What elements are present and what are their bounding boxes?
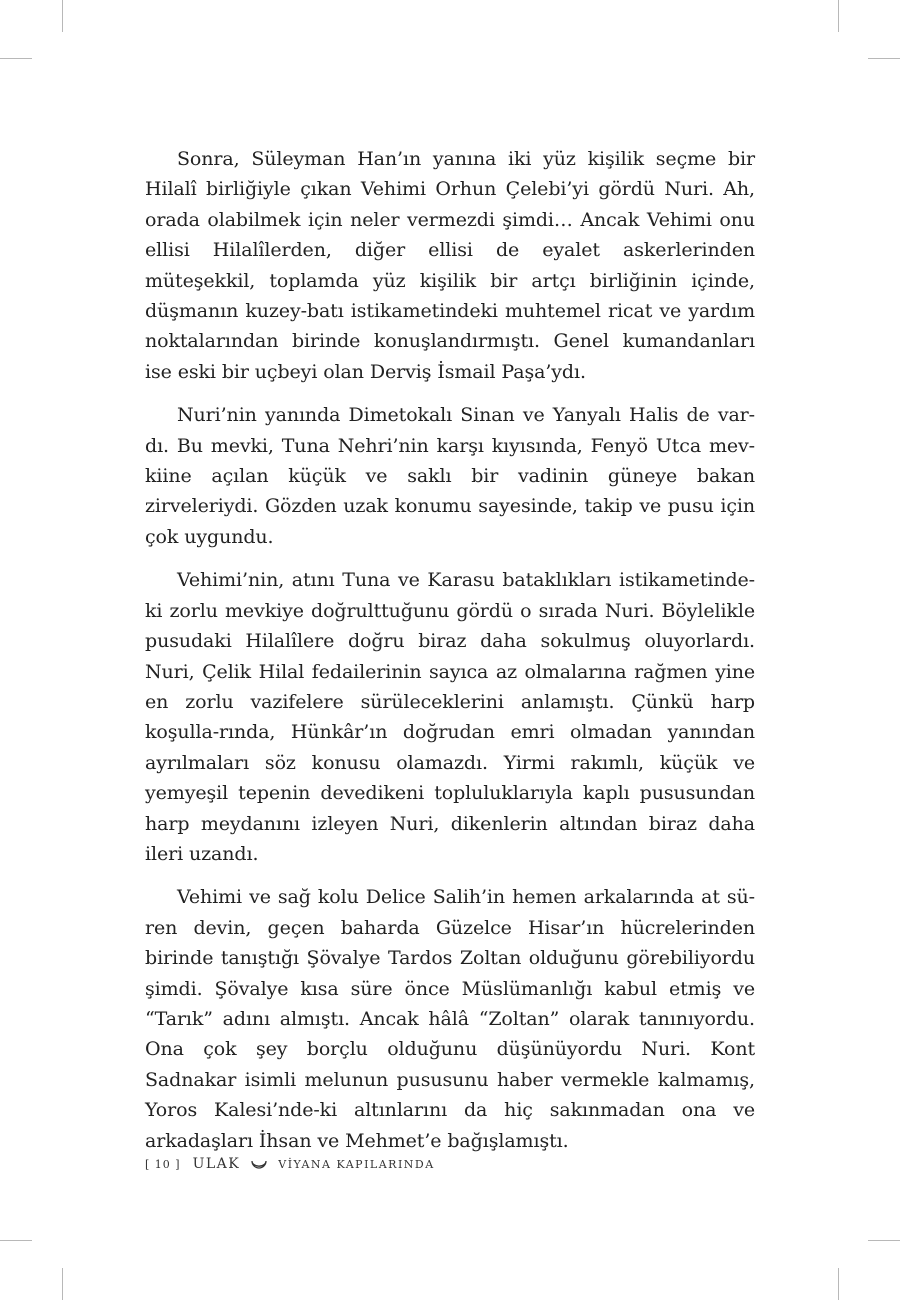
- crop-mark-left-top: [0, 58, 32, 59]
- book-title: ULAK: [192, 1156, 241, 1172]
- paragraph-3: Vehimi’nin, atını Tuna ve Karasu bataklıkları istikametinde-ki zorlu mevkiye doğrulttuğunu gördü o sırada Nuri. Böylelikle pusudaki Hilalîlere doğru biraz daha sokulmuş oluyorlardı. Nuri, Çelik Hilal fedailerinin sayıca az olmalarına rağmen yine en zorlu vazifelere sürüleceklerini anlamıştı. Çünkü harp koşulla-rında, Hünkâr’ın doğrudan emri olmadan yanından ayrılmaları söz konusu olamazdı. Yirmi rakımlı, küçük ve yemyeşil tepenin devedikeni topluluklarıyla kaplı pususundan harp meydanını izleyen Nuri, dikenlerin altından biraz daha ileri uzandı.: [145, 569, 755, 865]
- book-subtitle: VİYANA KAPILARINDA: [278, 1157, 435, 1171]
- crescent-icon: [250, 1157, 268, 1171]
- paragraph-2: Nuri’nin yanında Dimetokalı Sinan ve Yanyalı Halis de var-dı. Bu mevki, Tuna Nehri’nin karşı kıyısında, Fenyö Utca mev-kiine açılan küçük ve saklı bir vadinin güneye bakan zirveleriydi. Gözden uzak konumu sayesinde, takip ve pusu için çok uygundu.: [145, 404, 755, 548]
- book-page-text: [145, 144, 755, 1169]
- paragraph-4: Vehimi ve sağ kolu Delice Salih’in hemen arkalarında at sü-ren devin, geçen baharda Güzelce Hisar’ın hücrelerinden birinde tanıştığı Şövalye Tardos Zoltan olduğunu görebiliyordu şimdi. Şövalye kısa süre önce Müslümanlığı kabul etmiş ve “Tarık” adını almıştı. Ancak hâlâ “Zoltan” olarak tanınıyordu. Ona çok şey borçlu olduğunu düşünüyordu Nuri. Kont Sadnakar isimli melunun pususunu haber vermekle kalmamış, Yoros Kalesi’nde-ki altınlarını da hiç sakınmadan ona ve arkadaşları İhsan ve Mehmet’e bağışlamıştı.: [145, 886, 755, 1152]
- crop-mark-left-bottom: [0, 1240, 32, 1241]
- crop-mark-bottom-left: [62, 1268, 63, 1300]
- page-number: [ 10 ]: [145, 1157, 181, 1171]
- paragraph-1: Sonra, Süleyman Han’ın yanına iki yüz kişilik seçme bir Hilalî birliğiyle çıkan Vehimi Orhun Çelebi’yi gördü Nuri. Ah, orada olabilmek için neler vermezdi şimdi… Ancak Vehimi onu ellisi Hilalîlerden, diğer ellisi de eyalet askerlerinden müteşekkil, toplamda yüz kişilik bir artçı birliğinin içinde, düşmanın kuzey-batı istikametindeki muhtemel ricat ve yardım noktalarından birinde konuşlandırmıştı. Genel kumandanları ise eski bir uçbeyi olan Derviş İsmail Paşa’ydı.: [145, 148, 755, 383]
- running-footer: [145, 1156, 755, 1172]
- crop-mark-top-right: [838, 0, 839, 32]
- crop-mark-top-left: [62, 0, 63, 32]
- crop-mark-bottom-right: [838, 1268, 839, 1300]
- crop-mark-right-top: [868, 58, 900, 59]
- crop-mark-right-bottom: [868, 1240, 900, 1241]
